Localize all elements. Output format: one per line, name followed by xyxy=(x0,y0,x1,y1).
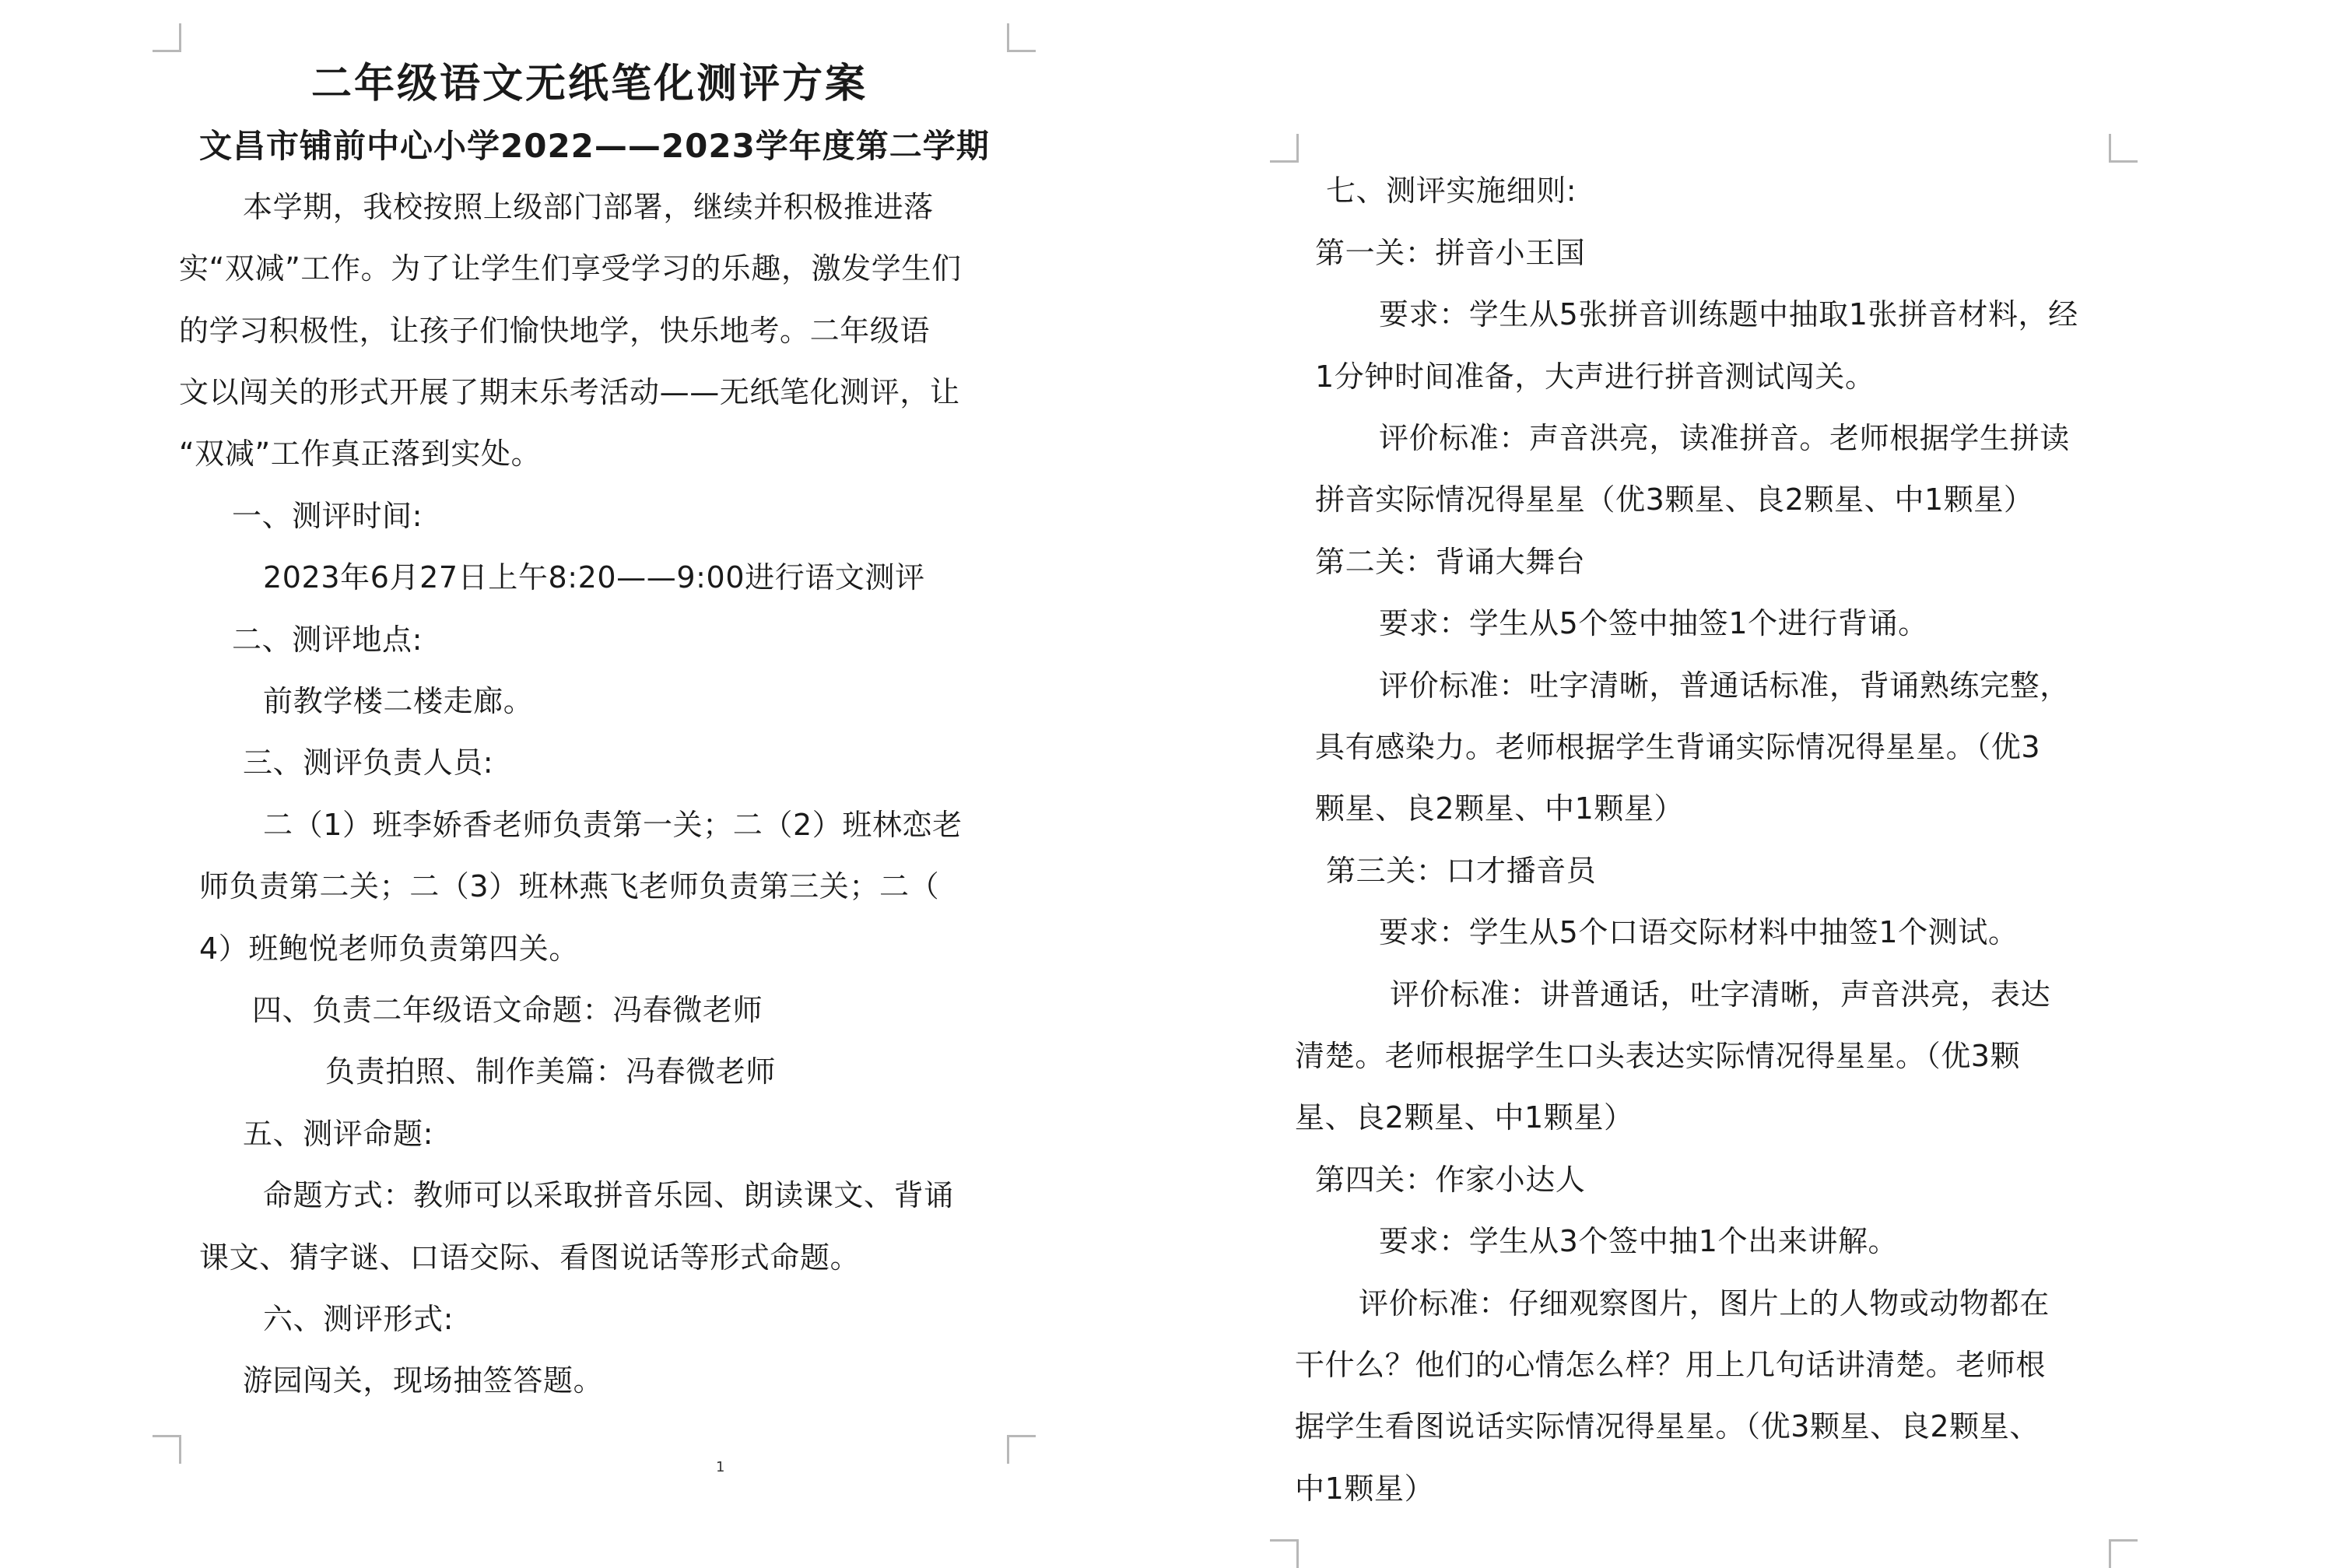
corner-mark-bottom-left xyxy=(1270,1539,1299,1568)
paragraph-line: 师负责第二关；二（3）班林燕飞老师负责第三关；二（ xyxy=(199,869,940,903)
corner-mark-top-left xyxy=(153,23,181,52)
section-heading: 三、测评负责人员: xyxy=(243,745,494,780)
paragraph-line: 2023年6月27日上午8:20——9:00进行语文测评 xyxy=(263,560,925,595)
paragraph-line: 课文、猜字谜、口语交际、看图说话等形式命题。 xyxy=(199,1240,861,1275)
level-heading: 第二关：背诵大舞台 xyxy=(1315,545,1586,579)
paragraph-line: 要求：学生从5个口语交际材料中抽签1个测试。 xyxy=(1379,915,2019,949)
paragraph-line: 星、良2颗星、中1颗星） xyxy=(1295,1100,1634,1135)
paragraph-line: 干什么？他们的心情怎么样？用上几句话讲清楚。老师根 xyxy=(1295,1348,2047,1382)
paragraph-line: 颗星、良2颗星、中1颗星） xyxy=(1315,791,1685,826)
page-number: 1 xyxy=(716,1459,725,1475)
section-heading: 二、测评地点: xyxy=(232,623,423,657)
paragraph-line: 评价标准：讲普通话，吐字清晰，声音洪亮，表达 xyxy=(1390,977,2051,1012)
paragraph-line: 评价标准：仔细观察图片，图片上的人物或动物都在 xyxy=(1359,1286,2050,1321)
paragraph-line: 具有感染力。老师根据学生背诵实际情况得星星。（优3 xyxy=(1315,730,2041,764)
paragraph-line: 要求：学生从3个签中抽1个出来讲解。 xyxy=(1379,1224,1899,1258)
corner-mark-top-left xyxy=(1270,134,1299,163)
paragraph-line: 4）班鲍悦老师负责第四关。 xyxy=(199,931,579,966)
level-heading: 第四关：作家小达人 xyxy=(1315,1163,1586,1197)
paragraph-line: 要求：学生从5个签中抽签1个进行背诵。 xyxy=(1379,606,1928,640)
section-heading: 一、测评时间: xyxy=(232,499,423,533)
paragraph-line: 文以闯关的形式开展了期末乐考活动——无纸笔化测评，让 xyxy=(179,375,960,409)
paragraph-line: 据学生看图说话实际情况得星星。（优3颗星、良2颗星、 xyxy=(1295,1409,2040,1443)
paragraph-line: 评价标准：声音洪亮，读准拼音。老师根据学生拼读 xyxy=(1379,421,2070,455)
paragraph-line: 二（1）班李娇香老师负责第一关；二（2）班林恋老 xyxy=(263,808,963,842)
paragraph-line: 清楚。老师根据学生口头表达实际情况得星星。（优3颗 xyxy=(1295,1039,2021,1073)
section-heading: 六、测评形式: xyxy=(263,1302,454,1336)
level-heading: 第三关：口才播音员 xyxy=(1326,854,1597,888)
paragraph-line: 的学习积极性，让孩子们愉快地学，快乐地考。二年级语 xyxy=(179,314,931,348)
corner-mark-bottom-left xyxy=(153,1435,181,1464)
paragraph-line: “双减”工作真正落到实处。 xyxy=(179,437,542,471)
paragraph-line: 本学期，我校按照上级部门部署，继续并积极推进落 xyxy=(243,190,934,224)
document-page-2 xyxy=(1214,0,2336,1556)
paragraph-line: 要求：学生从5张拼音训练题中抽取1张拼音材料，经 xyxy=(1379,297,2078,331)
paragraph-line: 评价标准：吐字清晰，普通话标准，背诵熟练完整， xyxy=(1379,668,2070,703)
paragraph-line: 1分钟时间准备，大声进行拼音测试闯关。 xyxy=(1315,360,1875,394)
section-heading: 七、测评实施细则: xyxy=(1326,174,1577,208)
paragraph-line: 拼音实际情况得星星（优3颗星、良2颗星、中1颗星） xyxy=(1315,482,2034,517)
paragraph-line: 游园闯关，现场抽签答题。 xyxy=(243,1363,604,1398)
corner-mark-top-right xyxy=(2109,134,2138,163)
paragraph-line: 中1颗星） xyxy=(1295,1472,1435,1506)
paragraph-line: 前教学楼二楼走廊。 xyxy=(263,684,534,718)
level-heading: 第一关：拼音小王国 xyxy=(1315,236,1586,270)
paragraph-line: 负责拍照、制作美篇：冯春微老师 xyxy=(325,1054,777,1089)
paragraph-line: 命题方式：教师可以采取拼音乐园、朗读课文、背诵 xyxy=(263,1178,954,1212)
paragraph-line: 实“双减”工作。为了让学生们享受学习的乐趣，激发学生们 xyxy=(179,251,962,286)
document-subtitle: 文昌市铺前中心小学2022——2023学年度第二学期 xyxy=(199,127,990,165)
section-heading: 五、测评命题: xyxy=(243,1117,434,1151)
corner-mark-top-right xyxy=(1007,23,1036,52)
corner-mark-bottom-right xyxy=(2109,1539,2138,1568)
corner-mark-bottom-right xyxy=(1007,1435,1036,1464)
section-heading: 四、负责二年级语文命题：冯春微老师 xyxy=(252,993,763,1027)
document-title: 二年级语文无纸笔化测评方案 xyxy=(311,61,868,107)
